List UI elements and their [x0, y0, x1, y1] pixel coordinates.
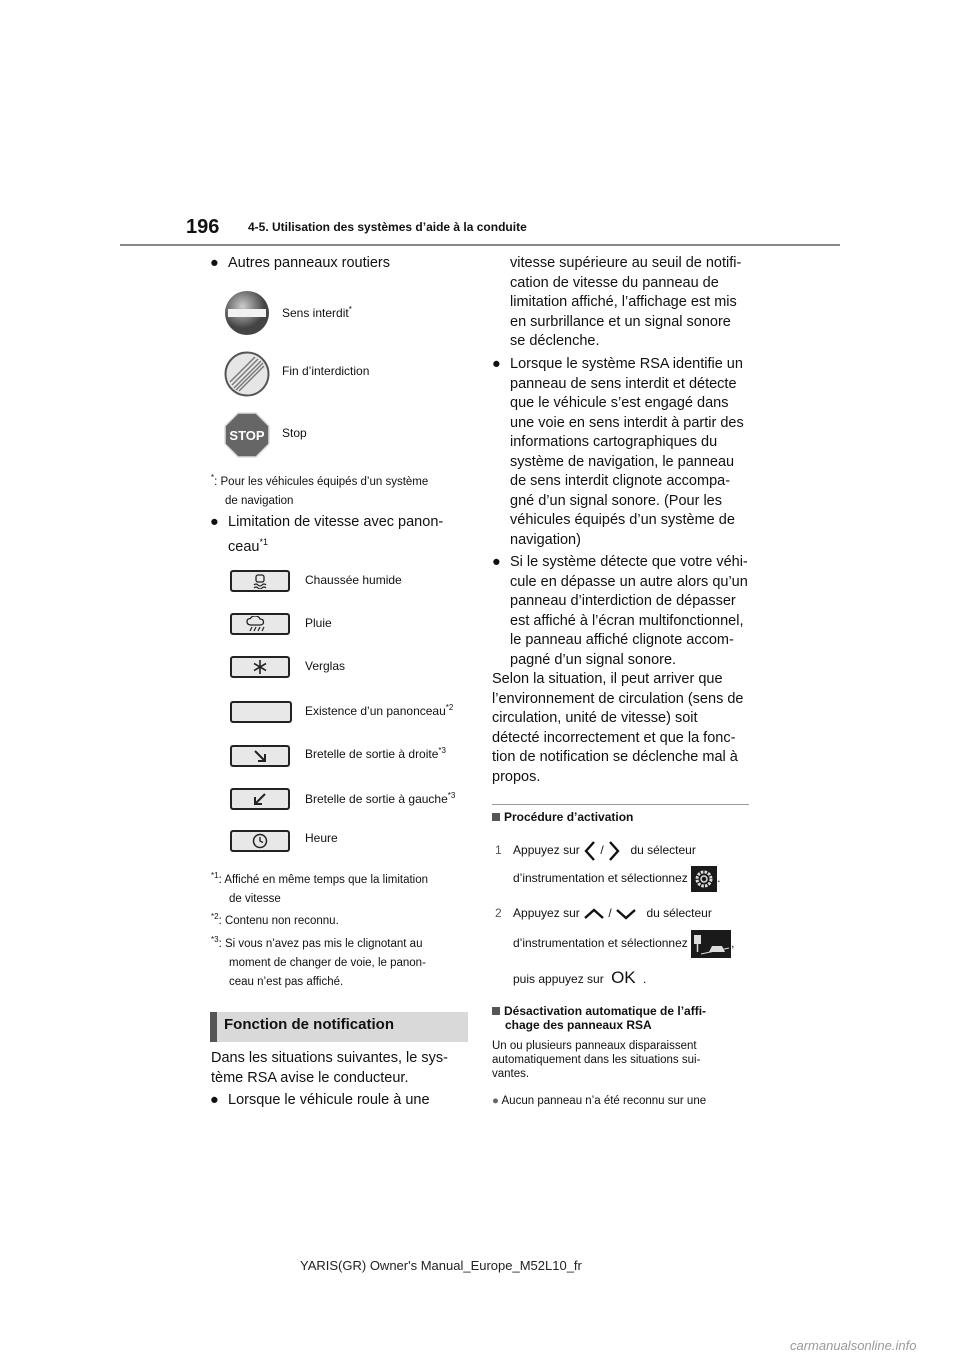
- step-2-ok: puis appuyez sur OK .: [513, 968, 647, 987]
- arrow-down-icon: [615, 907, 637, 921]
- deactivation-bullet: ● Aucun panneau n’a été reconnu sur une: [492, 1095, 707, 1107]
- footnote-2: $^{*2}$: Contenu non reconnu.: [211, 912, 339, 927]
- bullet-speed-limit-plate: ● Limitation de vitesse avec panon- ceau$^{*1}$: [210, 514, 444, 555]
- bullet-overtaking: ● Si le système détecte que votre véhi- cule en dépasse un autre alors qu’un panneau d’interdiction de dépasser est affiché à l’écran multifonctionnel, le panneau affiché clignote accom- pagné d’un signal sonore.: [492, 554, 748, 668]
- road-sign-assist-icon: [691, 930, 731, 958]
- arrow-left-icon: [583, 840, 597, 862]
- bullet-dot-icon: ●: [492, 356, 501, 372]
- footnote-navigation: *: Pour les véhicules équipés d’un système de navigation: [211, 473, 429, 507]
- plate-label-exit-right: Bretelle de sortie à droite$^{*3}$: [305, 746, 446, 761]
- situation-paragraph: Selon la situation, il peut arriver que l’environnement de circulation (sens de circulation, unité de vitesse) soit détecté incorrectement et que la fonc- tion de notification se déclenche mal à propos.: [492, 671, 744, 785]
- deactivation-body: Un ou plusieurs panneaux disparaissent automatiquement dans les situations sui- vantes.: [492, 1040, 701, 1080]
- rain-icon: [230, 613, 290, 635]
- section-title: 4-5. Utilisation des systèmes d’aide à la conduite: [248, 220, 527, 234]
- page-number: 196: [186, 216, 220, 238]
- section-banner: [210, 1012, 468, 1042]
- bullet-dot-icon: ●: [492, 554, 501, 570]
- blank-plate-icon: [230, 701, 292, 723]
- plate-label-wet-road: Chaussée humide: [305, 573, 402, 587]
- step-1-cont: d’instrumentation et sélectionnez .: [513, 866, 720, 892]
- exit-right-arrow-icon: [230, 745, 290, 767]
- square-bullet-icon: [492, 813, 500, 821]
- deactivation-heading: Désactivation automatique de l’affi- chage des panneaux RSA: [492, 1004, 706, 1032]
- header-divider: [120, 244, 840, 246]
- gear-icon: [691, 866, 717, 892]
- wet-road-icon: [230, 570, 290, 592]
- snowflake-icon: [230, 656, 290, 678]
- stop-sign-text: STOP: [229, 428, 265, 443]
- activation-heading: Procédure d’activation: [492, 810, 633, 824]
- notification-intro: Dans les situations suivantes, le sys- tème RSA avise le conducteur.: [211, 1050, 448, 1086]
- banner-title: Fonction de notification: [224, 1016, 394, 1033]
- no-entry-icon: [224, 290, 270, 336]
- footer-manual-id: YARIS(GR) Owner's Manual_Europe_M52L10_fr: [300, 1258, 582, 1273]
- plate-label-clock: Heure: [305, 831, 338, 845]
- sign-label-no-entry: Sens interdit*: [282, 305, 352, 320]
- arrow-up-icon: [583, 907, 605, 921]
- footnote-3: $^{*3}$: Si vous n’avez pas mis le clignotant au moment de changer de voie, le panon- ceau n’est pas affiché.: [211, 935, 426, 988]
- bullet-dot-icon: ●: [210, 1092, 219, 1108]
- plate-label-exit-left: Bretelle de sortie à gauche$^{*3}$: [305, 791, 456, 806]
- bullet-no-entry-detect: ● Lorsque le système RSA identifie un panneau de sens interdit et détecte que le véhicule s’est engagé dans une voie en sens interdit à partir des informations cartographiques du système de navigation, le panneau de sens interdit clignote accompa- gné d’un signal sonore. (Pour les véhicules équipés d’un système de navigation): [492, 356, 744, 548]
- plate-label-rain: Pluie: [305, 616, 332, 630]
- stop-sign-icon: [224, 412, 270, 458]
- ok-icon: OK: [611, 968, 636, 987]
- end-of-prohibition-icon: [224, 351, 270, 397]
- footnote-1: $^{*1}$: Affiché en même temps que la limitation de vitesse: [211, 871, 429, 905]
- banner-bar: [210, 1012, 217, 1042]
- step-2-cont: d’instrumentation et sélectionnez ,: [513, 930, 734, 958]
- square-bullet-icon: [492, 1007, 500, 1015]
- plate-label-blank: Existence d’un panonceau$^{*2}$: [305, 703, 454, 718]
- plate-label-ice: Verglas: [305, 659, 346, 673]
- arrow-right-icon: [607, 840, 621, 862]
- sign-label-stop: Stop: [282, 426, 307, 440]
- clock-icon: [230, 830, 290, 852]
- step-1: 1 Appuyez sur / du sélecteur: [495, 840, 696, 862]
- bullet-other-signs: ● Autres panneaux routiers: [228, 254, 390, 274]
- watermark: carmanualsonline.info: [790, 1338, 917, 1353]
- bullet-dot-icon: ●: [210, 255, 219, 271]
- exit-left-arrow-icon: [230, 788, 290, 810]
- sign-label-end-prohibition: Fin d’interdiction: [282, 364, 370, 378]
- bullet-speed-exceed: ● Lorsque le véhicule roule à une: [228, 1091, 430, 1111]
- continued-text: vitesse supérieure au seuil de notifi- cation de vitesse du panneau de limitation affiché, l’affichage est mis en surbrillance et un signal sonore se déclenche.: [510, 255, 742, 349]
- bullet-dot-icon: ●: [210, 514, 219, 530]
- step-2: 2 Appuyez sur / du sélecteur: [495, 906, 712, 920]
- subsection-divider: [492, 804, 749, 805]
- bullet-dot-icon: ●: [492, 1095, 499, 1107]
